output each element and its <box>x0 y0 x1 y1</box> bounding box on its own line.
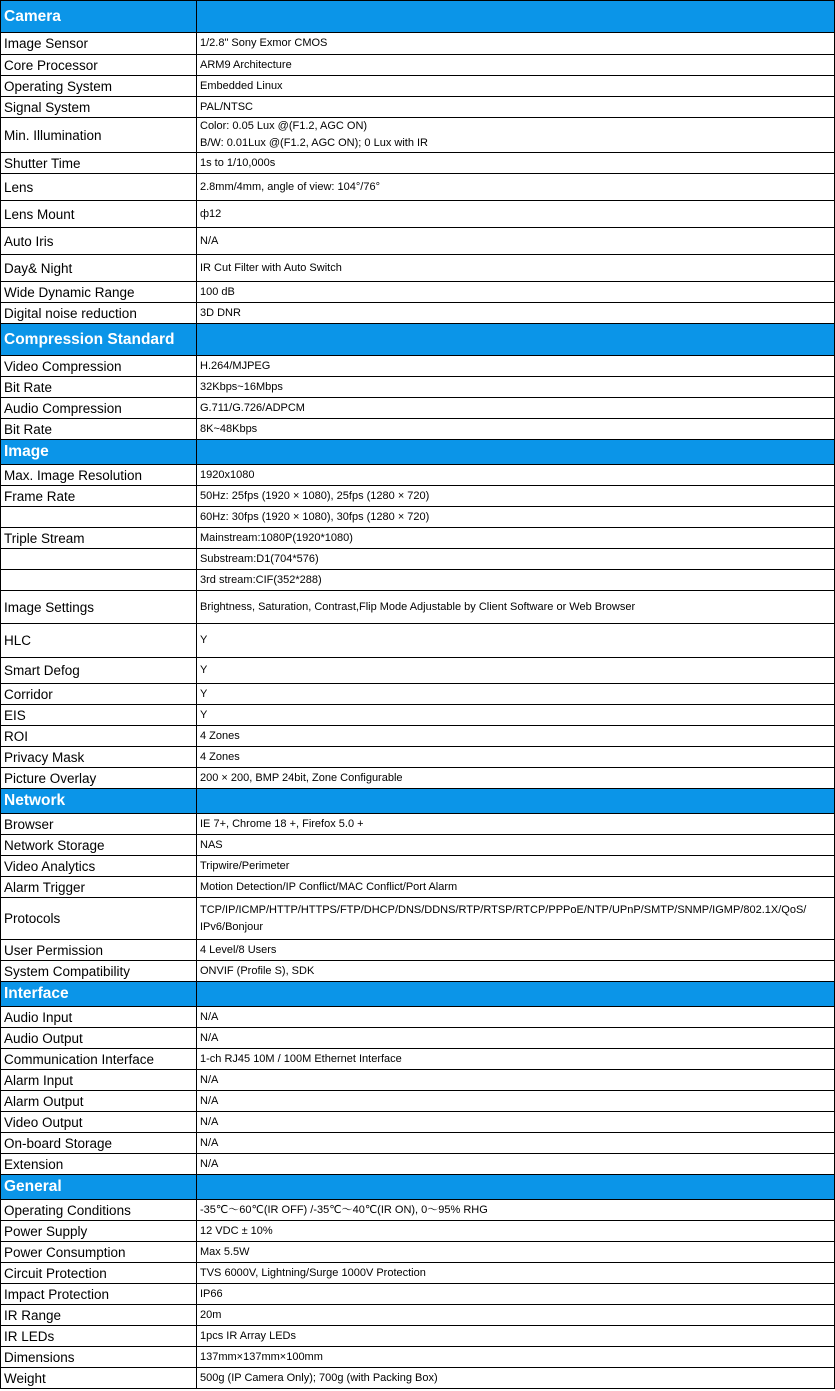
spec-label: Lens <box>1 174 197 201</box>
spec-value <box>197 877 835 898</box>
spec-value <box>197 1221 835 1242</box>
section-header-fill <box>197 1 835 33</box>
spec-value-line: Y <box>200 708 208 721</box>
section-header-fill <box>197 324 835 356</box>
spec-value-line: 8K~48Kbps <box>200 422 258 435</box>
spec-value-line: PAL/NTSC <box>200 100 253 113</box>
spec-label: Wide Dynamic Range <box>1 282 197 303</box>
spec-row <box>1 940 835 961</box>
spec-value-line: Motion Detection/IP Conflict/MAC Conflict/Port Alarm <box>200 880 458 893</box>
spec-label: Protocols <box>1 898 197 940</box>
spec-value <box>197 940 835 961</box>
spec-label: Shutter Time <box>1 153 197 174</box>
spec-row <box>1 856 835 877</box>
spec-label: Circuit Protection <box>1 1263 197 1284</box>
spec-value <box>197 303 835 324</box>
spec-value-line: ONVIF (Profile S), SDK <box>200 964 315 977</box>
spec-label: Video Compression <box>1 356 197 377</box>
spec-label: Communication Interface <box>1 1049 197 1070</box>
spec-value-line: 60Hz: 30fps (1920 × 1080), 30fps (1280 × 720) <box>200 510 430 523</box>
spec-value <box>197 398 835 419</box>
spec-label: Audio Input <box>1 1007 197 1028</box>
spec-row <box>1 1200 835 1221</box>
spec-value-line: IR Cut Filter with Auto Switch <box>200 261 342 274</box>
spec-value-line: ARM9 Architecture <box>200 58 292 71</box>
spec-row <box>1 255 835 282</box>
spec-row <box>1 961 835 982</box>
section-header-image <box>1 440 835 465</box>
spec-value-line: 200 × 200, BMP 24bit, Zone Configurable <box>200 771 403 784</box>
section-title: Image <box>1 440 197 465</box>
spec-label: Image Sensor <box>1 33 197 55</box>
spec-row <box>1 303 835 324</box>
section-title: Network <box>1 789 197 814</box>
spec-value-line: 4 Level/8 Users <box>200 943 277 956</box>
spec-row <box>1 55 835 76</box>
spec-value <box>197 1368 835 1389</box>
spec-value-line: N/A <box>200 234 219 247</box>
spec-value-line: 1920x1080 <box>200 468 255 481</box>
spec-value-line: IP66 <box>200 1287 223 1300</box>
spec-value-line: N/A <box>200 1094 219 1107</box>
spec-label: Image Settings <box>1 591 197 624</box>
spec-value-line: N/A <box>200 1073 219 1086</box>
spec-row <box>1 591 835 624</box>
spec-value <box>197 465 835 486</box>
spec-value-line: 50Hz: 25fps (1920 × 1080), 25fps (1280 × 720) <box>200 489 430 502</box>
spec-value <box>197 658 835 684</box>
spec-row <box>1 747 835 768</box>
spec-label: Audio Output <box>1 1028 197 1049</box>
spec-label: Auto Iris <box>1 228 197 255</box>
spec-value <box>197 684 835 705</box>
spec-value-line: N/A <box>200 1115 219 1128</box>
spec-label: Weight <box>1 1368 197 1389</box>
spec-value-line: 32Kbps~16Mbps <box>200 380 283 393</box>
section-header-fill <box>197 440 835 465</box>
section-title: General <box>1 1175 197 1200</box>
spec-value-line: 12 VDC ± 10% <box>200 1224 273 1237</box>
spec-row <box>1 1070 835 1091</box>
spec-value <box>197 1112 835 1133</box>
spec-row <box>1 877 835 898</box>
spec-value-line: 4 Zones <box>200 750 240 763</box>
spec-value <box>197 419 835 440</box>
spec-label: Core Processor <box>1 55 197 76</box>
spec-value <box>197 1263 835 1284</box>
spec-value-line: Tripwire/Perimeter <box>200 859 290 872</box>
spec-value-line: IE 7+, Chrome 18 +, Firefox 5.0 + <box>200 817 364 830</box>
spec-row <box>1 377 835 398</box>
spec-row <box>1 684 835 705</box>
spec-value-line: TVS 6000V, Lightning/Surge 1000V Protection <box>200 1266 426 1279</box>
spec-value <box>197 726 835 747</box>
spec-label: Triple Stream <box>1 528 197 549</box>
spec-label: Operating System <box>1 76 197 97</box>
spec-value-line: TCP/IP/ICMP/HTTP/HTTPS/FTP/DHCP/DNS/DDNS/RTP/RTSP/RTCP/PPPoE/NTP/UPnP/SMTP/SNMP/IGMP/802.1X/QoS/ <box>200 903 807 916</box>
spec-value-line: 2.8mm/4mm, angle of view: 104°/76° <box>200 180 380 193</box>
spec-label: Network Storage <box>1 835 197 856</box>
spec-value <box>197 1347 835 1368</box>
spec-row <box>1 1091 835 1112</box>
spec-row <box>1 528 835 549</box>
spec-value <box>197 570 835 591</box>
spec-value <box>197 1305 835 1326</box>
spec-row <box>1 465 835 486</box>
spec-row <box>1 1305 835 1326</box>
spec-value <box>197 377 835 398</box>
spec-value-line: 1pcs IR Array LEDs <box>200 1329 296 1342</box>
spec-value-line: 4 Zones <box>200 729 240 742</box>
spec-value <box>197 549 835 570</box>
spec-row <box>1 118 835 153</box>
spec-value-line: H.264/MJPEG <box>200 359 271 372</box>
spec-value-line: N/A <box>200 1136 219 1149</box>
spec-label: Dimensions <box>1 1347 197 1368</box>
spec-row <box>1 1028 835 1049</box>
section-header-fill <box>197 1175 835 1200</box>
spec-label: System Compatibility <box>1 961 197 982</box>
spec-value <box>197 768 835 789</box>
spec-row <box>1 1154 835 1175</box>
spec-value-line: Mainstream:1080P(1920*1080) <box>200 531 353 544</box>
spec-table-body <box>1 1 835 1389</box>
spec-value-line: -35℃～60℃(IR OFF) /-35℃～40℃(IR ON), 0～95% RHG <box>200 1203 488 1216</box>
spec-row <box>1 76 835 97</box>
spec-row <box>1 1368 835 1389</box>
spec-label: ROI <box>1 726 197 747</box>
spec-label: On-board Storage <box>1 1133 197 1154</box>
spec-value-line: Substream:D1(704*576) <box>200 552 319 565</box>
spec-row <box>1 1133 835 1154</box>
spec-label: Day& Night <box>1 255 197 282</box>
section-header-camera <box>1 1 835 33</box>
spec-row <box>1 1263 835 1284</box>
spec-row <box>1 419 835 440</box>
spec-row <box>1 549 835 570</box>
spec-value <box>197 898 835 940</box>
spec-label: Audio Compression <box>1 398 197 419</box>
spec-row <box>1 174 835 201</box>
spec-value <box>197 282 835 303</box>
spec-row <box>1 1242 835 1263</box>
spec-value <box>197 174 835 201</box>
spec-label <box>1 507 197 528</box>
spec-value <box>197 228 835 255</box>
spec-value-line: Y <box>200 687 208 700</box>
spec-label <box>1 549 197 570</box>
spec-label: Bit Rate <box>1 419 197 440</box>
spec-value <box>197 1242 835 1263</box>
section-header-fill <box>197 982 835 1007</box>
spec-value-line: 1s to 1/10,000s <box>200 156 276 169</box>
spec-label: Video Analytics <box>1 856 197 877</box>
spec-row <box>1 705 835 726</box>
spec-row <box>1 570 835 591</box>
spec-value <box>197 1070 835 1091</box>
spec-label <box>1 570 197 591</box>
spec-value <box>197 356 835 377</box>
spec-value-line: Color: 0.05 Lux @(F1.2, AGC ON) <box>200 120 368 132</box>
section-header-interface <box>1 982 835 1007</box>
spec-row <box>1 228 835 255</box>
spec-value-line: 3rd stream:CIF(352*288) <box>200 573 322 586</box>
spec-value-line: 500g (IP Camera Only); 700g (with Packing Box) <box>200 1371 438 1384</box>
spec-label: Alarm Input <box>1 1070 197 1091</box>
spec-value-line: Max 5.5W <box>200 1245 250 1258</box>
spec-value <box>197 747 835 768</box>
spec-row <box>1 1221 835 1242</box>
section-header-general <box>1 1175 835 1200</box>
spec-label: Picture Overlay <box>1 768 197 789</box>
spec-value <box>197 528 835 549</box>
spec-row <box>1 814 835 835</box>
spec-value-line: Brightness, Saturation, Contrast,Flip Mode Adjustable by Client Software or Web Browser <box>200 600 636 613</box>
spec-row <box>1 33 835 55</box>
spec-value <box>197 624 835 658</box>
spec-value <box>197 961 835 982</box>
spec-row <box>1 1347 835 1368</box>
spec-row <box>1 835 835 856</box>
spec-value <box>197 814 835 835</box>
spec-label: Digital noise reduction <box>1 303 197 324</box>
spec-value-line: 100 dB <box>200 285 235 298</box>
spec-value-line: 20m <box>200 1308 222 1321</box>
spec-label: Video Output <box>1 1112 197 1133</box>
spec-row <box>1 1284 835 1305</box>
spec-label: Power Supply <box>1 1221 197 1242</box>
spec-label: Alarm Trigger <box>1 877 197 898</box>
spec-label: IR LEDs <box>1 1326 197 1347</box>
spec-label: Bit Rate <box>1 377 197 398</box>
spec-value <box>197 1133 835 1154</box>
spec-label: Frame Rate <box>1 486 197 507</box>
spec-row <box>1 726 835 747</box>
spec-label: Alarm Output <box>1 1091 197 1112</box>
spec-row <box>1 153 835 174</box>
spec-label: Extension <box>1 1154 197 1175</box>
spec-value-line: Y <box>200 664 208 676</box>
spec-label: Power Consumption <box>1 1242 197 1263</box>
spec-value-line: 3D DNR <box>200 306 241 319</box>
spec-value <box>197 856 835 877</box>
section-title: Camera <box>1 1 197 33</box>
spec-label: Smart Defog <box>1 658 197 684</box>
spec-row <box>1 97 835 118</box>
spec-row <box>1 356 835 377</box>
spec-row <box>1 507 835 528</box>
spec-value <box>197 507 835 528</box>
spec-row <box>1 1112 835 1133</box>
spec-value-line: 1/2.8" Sony Exmor CMOS <box>200 37 328 49</box>
spec-value <box>197 118 835 153</box>
spec-row <box>1 1049 835 1070</box>
spec-row <box>1 486 835 507</box>
spec-value <box>197 591 835 624</box>
spec-value-line: Y <box>200 634 208 646</box>
spec-label: Signal System <box>1 97 197 118</box>
spec-value <box>197 1091 835 1112</box>
spec-value <box>197 1007 835 1028</box>
section-header-fill <box>197 789 835 814</box>
spec-label: Operating Conditions <box>1 1200 197 1221</box>
spec-label: Privacy Mask <box>1 747 197 768</box>
spec-value-line: B/W: 0.01Lux @(F1.2, AGC ON); 0 Lux with IR <box>200 137 428 149</box>
spec-value <box>197 255 835 282</box>
spec-value <box>197 1049 835 1070</box>
spec-row <box>1 658 835 684</box>
spec-value <box>197 835 835 856</box>
spec-value-line: G.711/G.726/ADPCM <box>200 401 305 414</box>
spec-label: Corridor <box>1 684 197 705</box>
spec-label: HLC <box>1 624 197 658</box>
spec-label: Max. Image Resolution <box>1 465 197 486</box>
spec-label: Impact Protection <box>1 1284 197 1305</box>
spec-row <box>1 898 835 940</box>
spec-value-line: NAS <box>200 838 223 851</box>
spec-label: EIS <box>1 705 197 726</box>
section-title: Compression Standard <box>1 324 197 356</box>
spec-value-line: N/A <box>200 1157 219 1170</box>
section-header-compression-standard <box>1 324 835 356</box>
spec-value <box>197 201 835 228</box>
spec-value <box>197 705 835 726</box>
spec-value <box>197 1028 835 1049</box>
section-header-network <box>1 789 835 814</box>
spec-label: IR Range <box>1 1305 197 1326</box>
spec-value <box>197 153 835 174</box>
spec-row <box>1 768 835 789</box>
spec-value <box>197 486 835 507</box>
spec-value <box>197 55 835 76</box>
section-title: Interface <box>1 982 197 1007</box>
spec-value-line: 1-ch RJ45 10M / 100M Ethernet Interface <box>200 1052 402 1065</box>
spec-row <box>1 1326 835 1347</box>
spec-label: Min. Illumination <box>1 118 197 153</box>
spec-value-line: ф12 <box>200 207 222 220</box>
spec-value-line: N/A <box>200 1010 219 1023</box>
spec-value-line: Embedded Linux <box>200 79 283 92</box>
spec-row <box>1 398 835 419</box>
spec-value-line: IPv6/Bonjour <box>200 920 263 933</box>
spec-value <box>197 33 835 55</box>
spec-value-line: N/A <box>200 1031 219 1044</box>
spec-value-line: 137mm×137mm×100mm <box>200 1350 323 1363</box>
spec-value <box>197 1154 835 1175</box>
spec-label: User Permission <box>1 940 197 961</box>
spec-row <box>1 1007 835 1028</box>
spec-value <box>197 76 835 97</box>
spec-row <box>1 282 835 303</box>
spec-value <box>197 1200 835 1221</box>
spec-row <box>1 624 835 658</box>
spec-row <box>1 201 835 228</box>
spec-value <box>197 1284 835 1305</box>
spec-value <box>197 1326 835 1347</box>
spec-label: Lens Mount <box>1 201 197 228</box>
spec-label: Browser <box>1 814 197 835</box>
spec-value <box>197 97 835 118</box>
